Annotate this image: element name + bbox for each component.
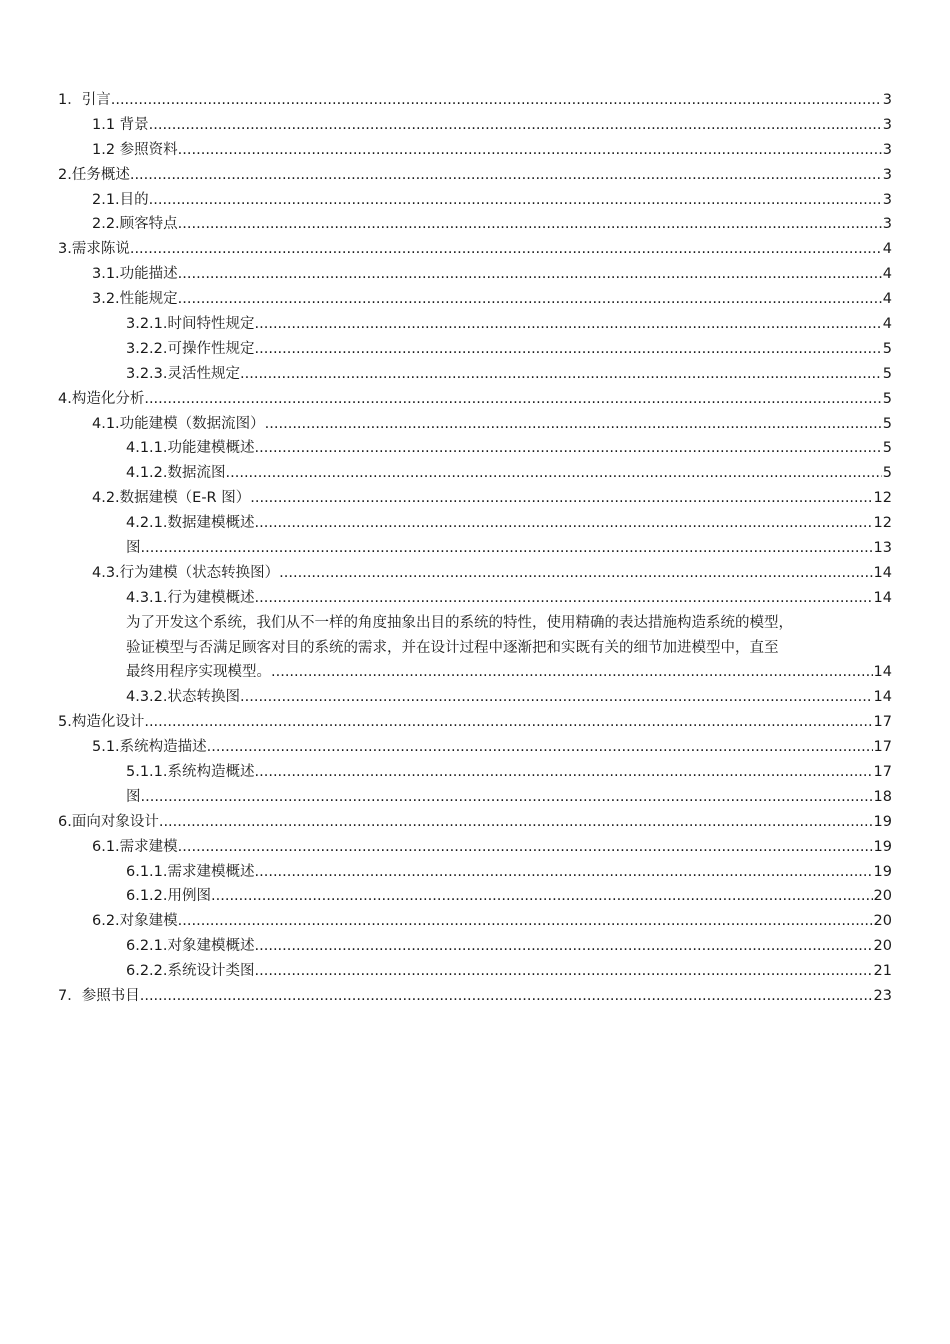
toc-page-number: 3	[882, 91, 892, 108]
toc-page-number: 5	[882, 465, 892, 482]
toc-dot-leader	[226, 461, 882, 486]
toc-entry-title: 6.1.2.用例图	[126, 888, 212, 905]
toc-entry-title: 4.构造化分析	[58, 390, 145, 407]
toc-entry-title: 4.1.1.功能建模概述	[126, 440, 255, 457]
toc-entry-title: 3.2.3.灵活性规定	[126, 365, 241, 382]
toc-dot-leader	[240, 685, 873, 710]
toc-page-number: 14	[873, 689, 892, 706]
toc-dot-leader	[144, 387, 881, 412]
toc-dot-leader	[255, 436, 882, 461]
toc-dot-leader	[207, 735, 873, 760]
toc-entry[interactable]	[58, 735, 892, 760]
toc-dot-leader	[141, 536, 873, 561]
toc-page-number: 17	[873, 764, 892, 781]
toc-page-number: 20	[873, 888, 892, 905]
toc-paragraph-page-number: 14	[873, 664, 892, 681]
toc-entry[interactable]	[58, 586, 892, 611]
toc-page-number: 4	[882, 316, 892, 332]
toc-dot-leader	[255, 934, 873, 959]
toc-entry[interactable]	[58, 113, 892, 138]
toc-entry[interactable]	[58, 337, 892, 362]
toc-entry[interactable]	[58, 934, 892, 959]
toc-entry-title: 6.面向对象设计	[58, 813, 159, 830]
toc-entry-title: 3.2.2.可操作性规定	[126, 340, 255, 357]
toc-entry[interactable]	[58, 685, 892, 710]
toc-entry-title: 2.1.目的	[92, 191, 149, 208]
toc-entry-title: 6.2.2.系统设计类图	[126, 963, 255, 980]
toc-page-number: 4	[882, 266, 892, 283]
toc-entry[interactable]	[58, 835, 892, 860]
toc-page-number: 3	[882, 116, 892, 133]
toc-entry-title: 4.3.行为建模（状态转换图）	[92, 564, 280, 581]
toc-entry-title: 3.2.性能规定	[92, 291, 178, 308]
toc-entry-title: 图	[126, 788, 141, 805]
toc-dot-leader	[149, 113, 882, 138]
toc-dot-leader	[178, 212, 882, 237]
toc-entry-title: 2.2.顾客特点	[92, 216, 178, 233]
toc-entry-title: 4.3.1.行为建模概述	[126, 589, 255, 606]
toc-entry-title: 图	[126, 540, 141, 557]
toc-dot-leader	[178, 835, 873, 860]
toc-entry-title: 3.2.1.时间特性规定	[126, 316, 255, 332]
toc-entry[interactable]	[58, 88, 892, 113]
toc-page-number: 5	[882, 415, 892, 432]
toc-entry[interactable]	[58, 885, 892, 910]
toc-dot-leader	[141, 785, 873, 810]
table-of-contents	[58, 88, 892, 1009]
toc-entry[interactable]	[58, 188, 892, 213]
toc-page-number: 19	[873, 863, 892, 880]
toc-dot-leader	[265, 412, 882, 437]
toc-dot-leader	[271, 660, 873, 685]
toc-entry-title: 3.1.功能描述	[92, 266, 178, 283]
toc-entry-title: 3.需求陈说	[58, 241, 130, 258]
toc-entry-title: 1.1 背景	[92, 116, 149, 133]
toc-entry-title: 5.构造化设计	[58, 714, 145, 731]
toc-page-number: 3	[882, 141, 892, 158]
toc-entry[interactable]	[58, 387, 892, 412]
toc-entry-title: 6.2.1.对象建模概述	[126, 938, 255, 955]
toc-page-number: 18	[873, 788, 892, 805]
toc-entry-title: 1．引言	[58, 91, 111, 108]
toc-entry-title: 4.1.2.数据流图	[126, 465, 226, 482]
toc-entry[interactable]	[58, 461, 892, 486]
toc-entry[interactable]	[58, 984, 892, 1009]
toc-dot-leader	[130, 237, 882, 262]
toc-entry-title: 4.3.2.状态转换图	[126, 689, 241, 706]
toc-dot-leader	[255, 312, 882, 337]
toc-page-number: 5	[882, 340, 892, 357]
toc-page-number: 17	[873, 714, 892, 731]
toc-entry[interactable]	[58, 810, 892, 835]
toc-page-number: 19	[873, 838, 892, 855]
toc-dot-leader	[255, 586, 873, 611]
toc-page-number: 23	[873, 988, 892, 1005]
toc-dot-leader	[111, 88, 882, 113]
toc-entry-title: 4.2.1.数据建模概述	[126, 515, 255, 532]
toc-dot-leader	[144, 710, 872, 735]
toc-entry[interactable]	[58, 486, 892, 511]
toc-page-number: 20	[873, 938, 892, 955]
toc-page-number: 3	[882, 191, 892, 208]
toc-paragraph-line-2: 验证模型与否满足顾客对目的系统的需求，并在设计过程中逐渐把和实既有关的细节加进模型中，直至	[126, 639, 779, 656]
toc-dot-leader	[255, 760, 873, 785]
toc-entry[interactable]	[58, 785, 892, 810]
toc-entry[interactable]	[58, 436, 892, 461]
toc-entry-title: 6.2.对象建模	[92, 913, 178, 930]
toc-entry-title: 4.2.数据建模（E-R 图）	[92, 490, 251, 507]
toc-entry-title: 6.1.1.需求建模概述	[126, 863, 255, 880]
toc-page-number: 20	[873, 913, 892, 930]
toc-dot-leader	[255, 337, 882, 362]
toc-dot-leader	[178, 287, 882, 312]
toc-page-number: 13	[873, 540, 892, 557]
toc-dot-leader	[255, 959, 873, 984]
toc-dot-leader	[178, 909, 873, 934]
toc-entry[interactable]	[58, 163, 892, 188]
toc-entry[interactable]	[58, 561, 892, 586]
toc-entry[interactable]	[58, 138, 892, 163]
toc-entry[interactable]	[58, 262, 892, 287]
toc-dot-leader	[130, 163, 882, 188]
toc-paragraph[interactable]	[58, 611, 892, 686]
toc-entry[interactable]	[58, 287, 892, 312]
toc-entry[interactable]	[58, 412, 892, 437]
toc-dot-leader	[240, 362, 882, 387]
toc-entry[interactable]	[58, 511, 892, 536]
toc-page-number: 19	[873, 813, 892, 830]
toc-page-number: 12	[873, 515, 892, 532]
toc-entry[interactable]	[58, 710, 892, 735]
toc-dot-leader	[255, 511, 873, 536]
toc-paragraph-line-3-row	[126, 660, 892, 685]
toc-paragraph-line-3: 最终用程序实现模型。	[126, 664, 271, 681]
toc-entry[interactable]	[58, 362, 892, 387]
toc-dot-leader	[159, 810, 873, 835]
toc-dot-leader	[250, 486, 872, 511]
toc-entry[interactable]	[58, 237, 892, 262]
toc-dot-leader	[178, 138, 882, 163]
toc-page-number: 3	[882, 166, 892, 183]
toc-entry-title: 6.1.需求建模	[92, 838, 178, 855]
toc-entry-title: 5.1.1.系统构造概述	[126, 764, 255, 781]
toc-page-number: 14	[873, 564, 892, 581]
toc-entry-title: 7．参照书目	[58, 988, 140, 1005]
toc-dot-leader	[255, 860, 873, 885]
toc-entry[interactable]	[58, 909, 892, 934]
toc-page-number: 5	[882, 440, 892, 457]
toc-page-number: 5	[882, 390, 892, 407]
toc-page-number: 4	[882, 241, 892, 258]
toc-entry-title: 4.1.功能建模（数据流图）	[92, 415, 265, 432]
toc-page-number: 21	[873, 963, 892, 980]
toc-section-after	[58, 685, 892, 1009]
toc-page-number: 5	[882, 365, 892, 382]
toc-entry[interactable]	[58, 860, 892, 885]
toc-entry-title: 2.任务概述	[58, 166, 130, 183]
toc-dot-leader	[140, 984, 873, 1009]
toc-entry[interactable]	[58, 536, 892, 561]
toc-dot-leader	[211, 884, 873, 909]
toc-page-number: 4	[882, 291, 892, 308]
toc-section-before	[58, 88, 892, 611]
toc-dot-leader	[178, 262, 882, 287]
toc-paragraph-line-1: 为了开发这个系统，我们从不一样的角度抽象出目的系统的特性，使用精确的表达措施构造系统的模型，	[126, 614, 793, 631]
toc-entry[interactable]	[58, 312, 892, 337]
toc-dot-leader	[279, 561, 872, 586]
toc-entry-title: 5.1.系统构造描述	[92, 739, 207, 756]
toc-page-number: 14	[873, 589, 892, 606]
toc-page-number: 12	[873, 490, 892, 507]
toc-dot-leader	[149, 188, 882, 213]
toc-entry[interactable]	[58, 959, 892, 984]
toc-entry[interactable]	[58, 760, 892, 785]
toc-entry-title: 1.2 参照资料	[92, 141, 178, 158]
toc-entry[interactable]	[58, 212, 892, 237]
toc-page-number: 3	[882, 216, 892, 233]
toc-page-number: 17	[873, 739, 892, 756]
